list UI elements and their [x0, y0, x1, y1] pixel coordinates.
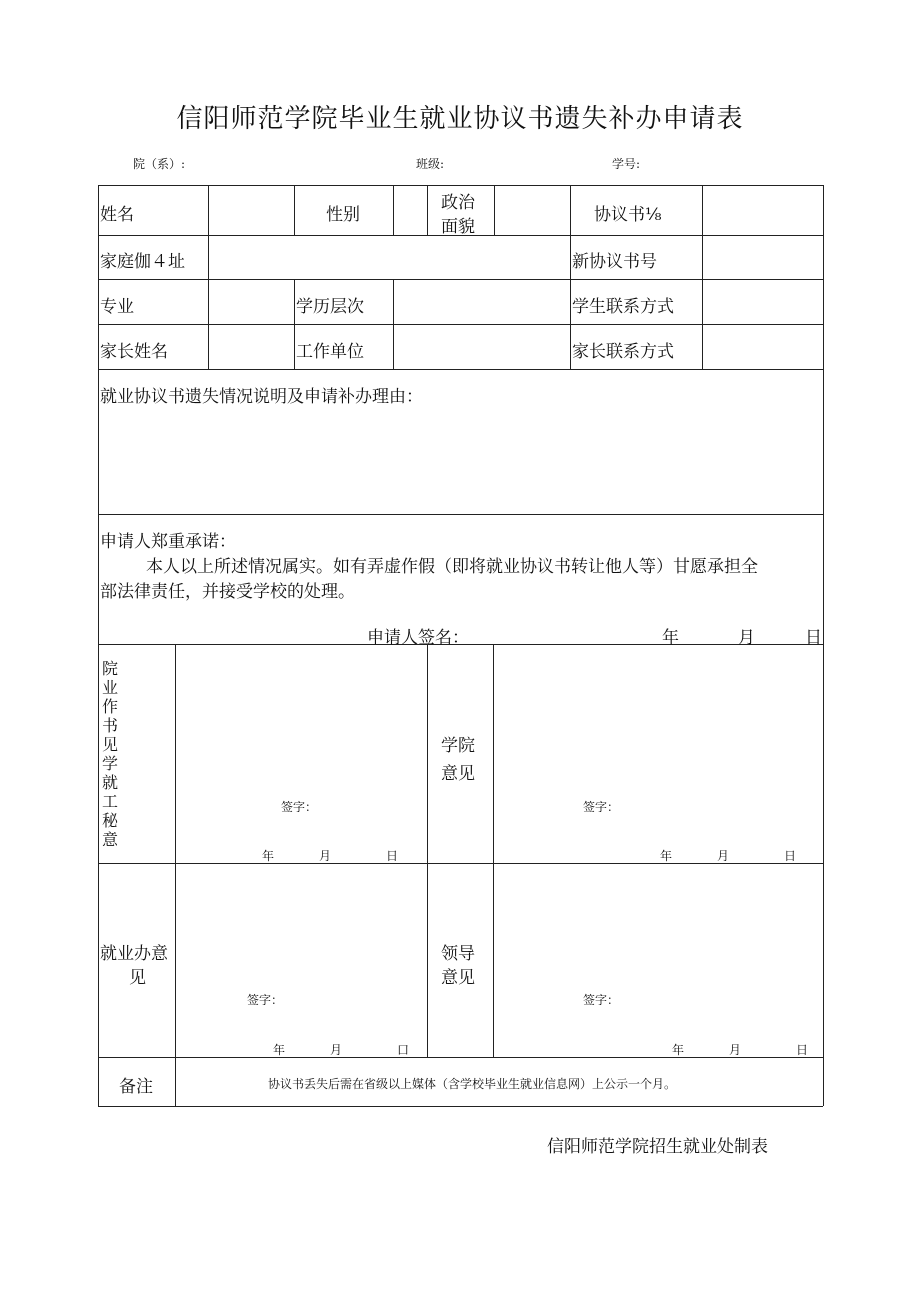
student-contact-label: 学生联系方式	[572, 297, 674, 317]
day-label: 日	[784, 849, 797, 863]
grid-line	[494, 185, 495, 235]
loss-reason-label: 就业协议书遗失情况说明及申请补办理由：	[100, 387, 423, 407]
pledge-text-line2: 部法律责任，并接受学校的处理。	[100, 582, 355, 602]
department-label: 院（系）:	[133, 157, 186, 171]
education-level-label: 学历层次	[296, 297, 364, 317]
grid-line	[98, 1106, 823, 1107]
college-opinion-label-line2: 意见	[441, 764, 475, 784]
issuer-footer: 信阳师范学院招生就业处制表	[547, 1137, 768, 1157]
pledge-day-label: 日	[805, 628, 822, 648]
pledge-heading: 申请人郑重承诺：	[100, 532, 236, 552]
grid-line	[208, 235, 209, 279]
pledge-year-label: 年	[662, 628, 679, 648]
agreement-no-label: 协议书⅛	[594, 205, 662, 225]
parent-contact-label: 家长联系方式	[572, 342, 674, 362]
work-unit-label: 工作单位	[296, 342, 364, 362]
grid-line	[427, 644, 428, 1057]
grid-line	[98, 185, 823, 186]
grid-line	[493, 644, 494, 1057]
year-label: 年	[262, 849, 275, 863]
student-no-label: 学号:	[612, 157, 641, 171]
grid-line	[702, 279, 703, 369]
grid-line	[393, 279, 394, 369]
parent-name-label: 家长姓名	[100, 342, 168, 362]
month-label: 月	[319, 849, 332, 863]
grid-line	[294, 185, 295, 235]
grid-line	[208, 279, 209, 369]
month-label: 月	[717, 849, 730, 863]
grid-line	[427, 185, 428, 235]
remarks-text: 协议书丢失后需在省级以上媒体（含学校毕业生就业信息网）上公示一个月。	[268, 1077, 677, 1091]
grid-line	[823, 185, 824, 1106]
political-status-label-line2: 面貌	[441, 217, 475, 237]
grid-line	[393, 185, 394, 235]
grid-line	[208, 185, 209, 235]
applicant-signature-label: 申请人签名：	[367, 628, 469, 648]
gender-label: 性别	[326, 205, 360, 225]
leader-opinion-label-line2: 意见	[441, 968, 475, 988]
employment-secretary-opinion-label: 院业作书见学就工秘意	[101, 659, 118, 849]
signature-label: 签字：	[281, 800, 318, 814]
grid-line	[570, 185, 571, 235]
name-label: 姓名	[100, 205, 134, 225]
remarks-label: 备注	[119, 1077, 153, 1097]
month-label: 月	[330, 1043, 343, 1057]
signature-label: 签字：	[583, 800, 620, 814]
grid-line	[98, 369, 823, 370]
pledge-text-line1: 本人以上所述情况属实。如有弄虚作假（即将就业协议书转让他人等）甘愿承担全	[146, 557, 758, 577]
grid-line	[570, 279, 571, 369]
grid-line	[570, 235, 571, 279]
grid-line	[98, 324, 823, 325]
employment-office-opinion-label-line1: 就业办意	[100, 944, 168, 964]
year-label: 年	[273, 1043, 286, 1057]
employment-office-opinion-label-line2: 见	[129, 968, 146, 988]
college-opinion-label-line1: 学院	[441, 736, 475, 756]
grid-line	[98, 1057, 823, 1058]
year-label: 年	[660, 849, 673, 863]
month-label: 月	[729, 1043, 742, 1057]
political-status-label-line1: 政治	[441, 193, 475, 213]
grid-line	[98, 279, 823, 280]
form-title: 信阳师范学院毕业生就业协议书遗失补办申请表	[176, 104, 744, 134]
grid-line	[294, 279, 295, 369]
grid-line	[98, 863, 823, 864]
day-label: 口	[397, 1043, 410, 1057]
new-agreement-no-label: 新协议书号	[572, 252, 657, 272]
grid-line	[175, 644, 176, 1106]
leader-opinion-label-line1: 领导	[441, 944, 475, 964]
day-label: 日	[796, 1043, 809, 1057]
class-label: 班级:	[416, 157, 445, 171]
major-label: 专业	[100, 297, 134, 317]
home-address-label: 家庭伽４址	[100, 252, 185, 272]
grid-line	[98, 514, 823, 515]
day-label: 日	[386, 849, 399, 863]
grid-line	[702, 235, 703, 279]
pledge-month-label: 月	[738, 628, 755, 648]
year-label: 年	[672, 1043, 685, 1057]
signature-label: 签字：	[583, 993, 620, 1007]
grid-line	[702, 185, 703, 235]
grid-line	[98, 185, 99, 1106]
signature-label: 签字：	[247, 993, 284, 1007]
